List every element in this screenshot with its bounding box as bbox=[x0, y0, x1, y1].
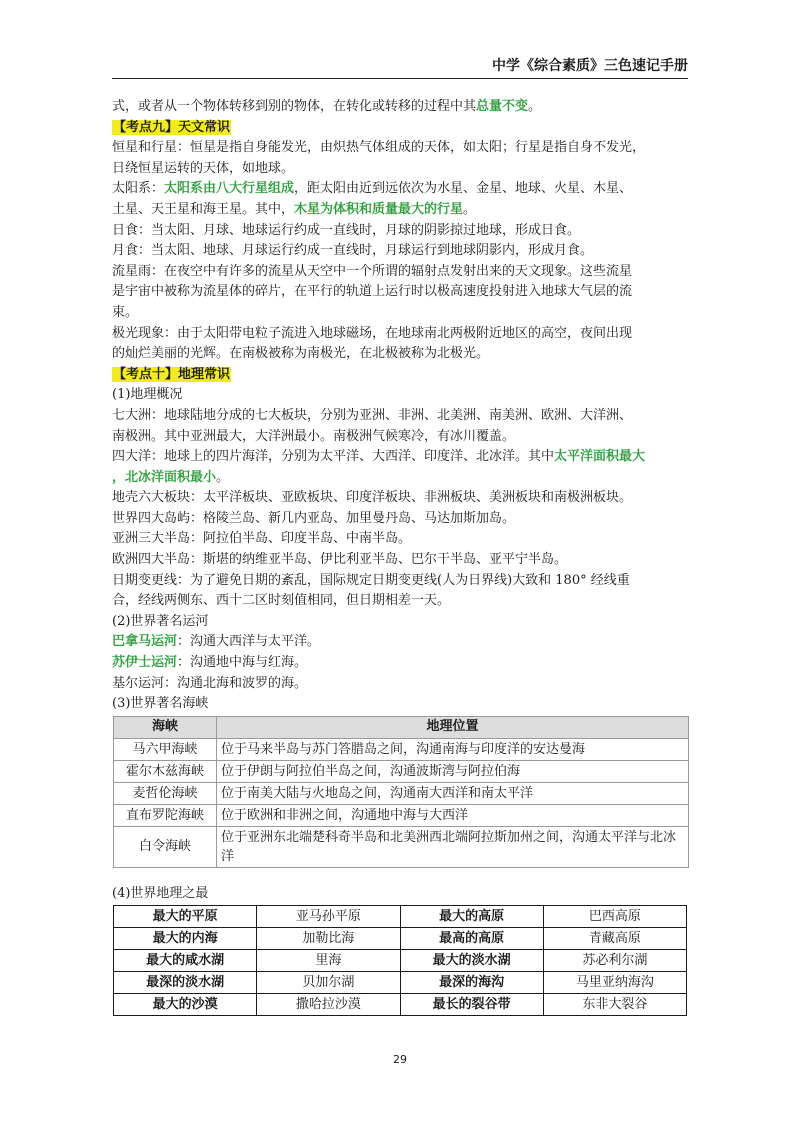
table-header-row bbox=[114, 716, 689, 738]
strait-name: 白令海峡 bbox=[114, 826, 217, 867]
table-row bbox=[114, 760, 689, 782]
superlative-value: 苏必利尔湖 bbox=[543, 950, 686, 972]
strait-name: 霍尔木兹海峡 bbox=[114, 760, 217, 782]
text-run: ，距太阳由近到远依次为水星、金星、地球、火星、木星、 bbox=[294, 181, 633, 197]
table-row bbox=[114, 906, 687, 928]
header-title: 中学《综合素质》三色速记手册 bbox=[492, 58, 688, 74]
text-run: 恒星和行星：恒星是指自身能发光，由炽热气体组成的天体，如太阳；行星是指自身不发光， bbox=[112, 140, 646, 156]
page-number: 29 bbox=[393, 1053, 407, 1066]
superlative-value: 亚马孙平原 bbox=[257, 906, 400, 928]
superlative-label: 最大的淡水湖 bbox=[400, 950, 543, 972]
text-run: 合，经线两侧东、西十二区时刻值相同，但日期相差一天。 bbox=[112, 593, 451, 609]
text-run: ：沟通大西洋与太平洋。 bbox=[177, 634, 321, 650]
text-run: 。 bbox=[463, 201, 477, 217]
subheading-straits: (3)世界著名海峡 bbox=[112, 696, 209, 712]
running-header bbox=[112, 56, 688, 79]
spacer bbox=[112, 868, 690, 884]
highlighted-heading: 【考点九】天文常识 bbox=[113, 119, 231, 135]
text-run: 日期变更线：为了避免日期的紊乱，国际规定日期变更线(人为日界线)大致和 180° 经线重 bbox=[112, 572, 630, 588]
superlative-value: 加勒比海 bbox=[257, 928, 400, 950]
strait-location: 位于欧洲和非洲之间，沟通地中海与大西洋 bbox=[217, 804, 689, 826]
table-row bbox=[114, 738, 689, 760]
green-key-term: 太平洋面积最大 bbox=[554, 449, 646, 465]
text-run: 束。 bbox=[112, 304, 139, 320]
strait-location: 位于南美大陆与火地岛之间，沟通南大西洋和南太平洋 bbox=[217, 782, 689, 804]
text-run: 是宇宙中被称为流星体的碎片，在平行的轨道上运行时以极高速度投射进入地球大气层的流 bbox=[112, 284, 633, 300]
paragraph-stars-planets bbox=[112, 138, 690, 179]
green-key-term: ，北冰洋面积最小 bbox=[112, 469, 217, 485]
paragraph-energy-end bbox=[112, 97, 690, 118]
paragraph-europe-peninsulas: 欧洲四大半岛：斯堪的纳维亚半岛、伊比利亚半岛、巴尔干半岛、亚平宁半岛。 bbox=[112, 552, 568, 568]
green-key-term: 苏伊士运河 bbox=[112, 655, 178, 671]
text-run: 。 bbox=[216, 469, 230, 485]
paragraph-islands: 世界四大岛屿：格陵兰岛、新几内亚岛、加里曼丹岛、马达加斯加岛。 bbox=[112, 510, 516, 526]
straits-table bbox=[113, 716, 689, 868]
superlative-value: 贝加尔湖 bbox=[257, 972, 400, 994]
subheading-canals: (2)世界著名运河 bbox=[112, 613, 209, 629]
header-cell-strait: 海峡 bbox=[114, 716, 217, 738]
page-content bbox=[112, 97, 690, 1016]
strait-location: 位于马来半岛与苏门答腊岛之间，沟通南海与印度洋的安达曼海 bbox=[217, 738, 689, 760]
superlative-value: 里海 bbox=[257, 950, 400, 972]
superlative-value: 马里亚纳海沟 bbox=[543, 972, 686, 994]
paragraph-suez-canal bbox=[112, 653, 690, 674]
text-run: 南极洲。其中亚洲最大，大洋洲最小。南极洲气候寒冷，有冰川覆盖。 bbox=[112, 428, 516, 444]
paragraph-solar-eclipse: 日食：当太阳、月球、地球运行约成一直线时，月球的阴影掠过地球，形成日食。 bbox=[112, 222, 581, 238]
table-row bbox=[114, 972, 687, 994]
text-run: 四大洋：地球上的四片海洋，分别为太平洋、大西洋、印度洋、北冰洋。其中 bbox=[112, 449, 555, 465]
paragraph-plates: 地壳六大板块：太平洋板块、亚欧板块、印度洋板块、非洲板块、美洲板块和南极洲板块。 bbox=[112, 490, 633, 506]
superlative-label: 最大的咸水湖 bbox=[114, 950, 257, 972]
paragraph-meteor-shower bbox=[112, 262, 690, 324]
paragraph-aurora bbox=[112, 324, 690, 365]
paragraph-date-line bbox=[112, 571, 690, 612]
superlative-label: 最高的高原 bbox=[400, 928, 543, 950]
strait-location: 位于伊朗与阿拉伯半岛之间，沟通波斯湾与阿拉伯海 bbox=[217, 760, 689, 782]
strait-name: 麦哲伦海峡 bbox=[114, 782, 217, 804]
paragraph-asia-peninsulas: 亚洲三大半岛：阿拉伯半岛、印度半岛、中南半岛。 bbox=[112, 531, 412, 547]
superlative-value: 青藏高原 bbox=[543, 928, 686, 950]
text-run: 七大洲：地球陆地分成的七大板块，分别为亚洲、非洲、北美洲、南美洲、欧洲、大洋洲、 bbox=[112, 407, 633, 423]
paragraph-continents bbox=[112, 406, 690, 447]
superlative-value: 撒哈拉沙漠 bbox=[257, 994, 400, 1016]
paragraph-oceans bbox=[112, 447, 690, 488]
table-row bbox=[114, 782, 689, 804]
superlative-value: 巴西高原 bbox=[543, 906, 686, 928]
superlative-label: 最长的裂谷带 bbox=[400, 994, 543, 1016]
green-key-term: 木星为体积和质量最大的行星 bbox=[294, 201, 464, 217]
strait-name: 直布罗陀海峡 bbox=[114, 804, 217, 826]
green-key-term: 太阳系由八大行星组成 bbox=[164, 181, 295, 197]
header-cell-location: 地理位置 bbox=[217, 716, 689, 738]
paragraph-panama-canal bbox=[112, 632, 690, 653]
highlighted-heading: 【考点十】地理常识 bbox=[113, 366, 231, 382]
text-run: 太阳系： bbox=[112, 181, 165, 197]
text-run: 式，或者从一个物体转移到别的物体，在转化或转移的过程中其 bbox=[112, 99, 477, 114]
superlatives-table bbox=[113, 905, 687, 1016]
green-key-term: 巴拿马运河 bbox=[112, 634, 178, 650]
superlative-label: 最大的内海 bbox=[114, 928, 257, 950]
superlative-label: 最大的高原 bbox=[400, 906, 543, 928]
paragraph-lunar-eclipse: 月食：当太阳、地球、月球运行约成一直线时，月球运行到地球阴影内，形成月食。 bbox=[112, 243, 594, 259]
table-row bbox=[114, 826, 689, 867]
green-key-term: 总量不变 bbox=[476, 99, 529, 114]
superlative-value: 东非大裂谷 bbox=[543, 994, 686, 1016]
superlative-label: 最大的沙漠 bbox=[114, 994, 257, 1016]
superlative-label: 最大的平原 bbox=[114, 906, 257, 928]
section-heading-geography bbox=[112, 365, 690, 386]
strait-location: 位于亚洲东北端楚科奇半岛和北美洲西北端阿拉斯加州之间，沟通太平洋与北冰洋 bbox=[217, 826, 689, 867]
text-run: 的灿烂美丽的光辉。在南极被称为南极光，在北极被称为北极光。 bbox=[112, 346, 490, 362]
paragraph-kiel-canal: 基尔运河：沟通北海和波罗的海。 bbox=[112, 675, 308, 691]
table-row bbox=[114, 804, 689, 826]
table-row bbox=[114, 950, 687, 972]
text-run: 。 bbox=[528, 99, 542, 114]
subheading-superlatives: (4)世界地理之最 bbox=[112, 885, 209, 901]
superlative-label: 最深的海沟 bbox=[400, 972, 543, 994]
text-run: 流星雨：在夜空中有许多的流星从天空中一个所谓的辐射点发射出来的天文现象。这些流星 bbox=[112, 263, 633, 279]
paragraph-solar-system bbox=[112, 179, 690, 220]
strait-name: 马六甲海峡 bbox=[114, 738, 217, 760]
table-row bbox=[114, 994, 687, 1016]
table-row bbox=[114, 928, 687, 950]
text-run: 极光现象：由于太阳带电粒子流进入地球磁场，在地球南北两极附近地区的高空，夜间出现 bbox=[112, 325, 633, 341]
subheading-overview: (1)地理概况 bbox=[112, 387, 183, 403]
text-run: 土星、天王星和海王星。其中， bbox=[112, 201, 295, 217]
section-heading-astronomy bbox=[112, 118, 690, 139]
text-run: ：沟通地中海与红海。 bbox=[177, 655, 308, 671]
text-run: 日绕恒星运转的天体，如地球。 bbox=[112, 160, 295, 176]
superlative-label: 最深的淡水湖 bbox=[114, 972, 257, 994]
